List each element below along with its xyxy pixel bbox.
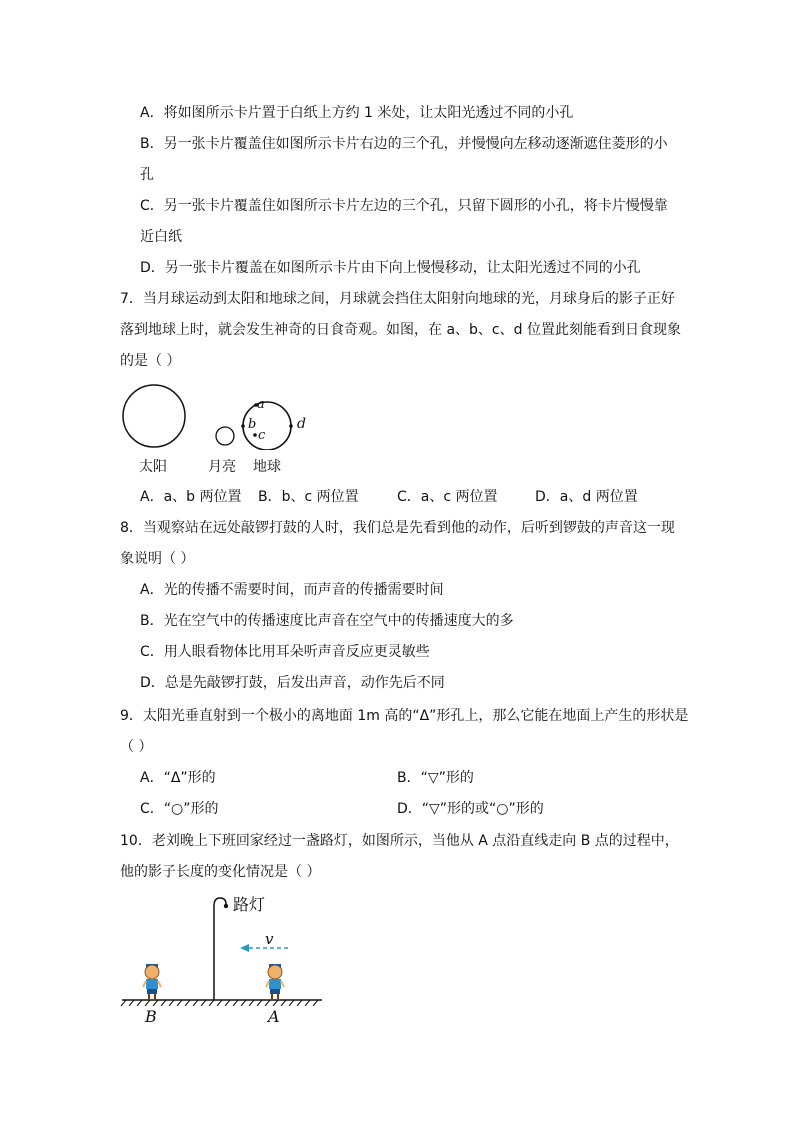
sun-label: 太阳 bbox=[139, 459, 167, 475]
q10-streetlamp-figure bbox=[118, 890, 328, 1030]
q8-stem-line1: 8．当观察站在远处敲锣打鼓的人时，我们总是先看到他的动作，后听到锣鼓的声音这一现 bbox=[120, 520, 675, 536]
q9-option-a: A．“Δ”形的 bbox=[140, 770, 216, 786]
q6-option-c-line2: 近白纸 bbox=[140, 229, 182, 245]
person-at-b bbox=[143, 964, 161, 999]
moon-circle bbox=[216, 427, 234, 445]
velocity-arrow-head bbox=[240, 944, 249, 952]
lamp-bulb bbox=[224, 904, 228, 908]
q9-stem-line2: （ ） bbox=[120, 739, 153, 755]
point-a-label: a bbox=[257, 397, 265, 412]
q8-stem-line2: 象说明（ ） bbox=[120, 551, 195, 567]
sun-circle bbox=[123, 385, 185, 447]
point-b-ground-label: B bbox=[145, 1007, 157, 1026]
q9-option-b: B．“▽”形的 bbox=[397, 770, 474, 786]
q10-stem-line1: 10．老刘晚上下班回家经过一盏路灯，如图所示，当他从 A 点沿直线走向 B 点的过程中， bbox=[120, 833, 679, 849]
q8-option-d: D．总是先敲锣打鼓，后发出声音，动作先后不同 bbox=[140, 675, 445, 691]
q7-option-a: A．a、b 两位置 bbox=[140, 489, 242, 505]
streetlamp-diagram bbox=[118, 890, 328, 1010]
velocity-label: v bbox=[265, 930, 274, 948]
q8-option-c: C．用人眼看物体比用耳朵听声音反应更灵敏些 bbox=[140, 644, 430, 660]
eclipse-diagram bbox=[115, 378, 325, 450]
q9-option-d: D．“▽”形的或“○”形的 bbox=[397, 801, 544, 817]
point-d-label: d bbox=[297, 416, 306, 432]
q6-option-a: A．将如图所示卡片置于白纸上方约 1 米处，让太阳光透过不同的小孔 bbox=[140, 105, 574, 121]
q10-stem-line2: 他的影子长度的变化情况是（ ） bbox=[120, 864, 321, 880]
q7-stem-line1: 7．当月球运动到太阳和地球之间，月球就会挡住太阳射向地球的光，月球身后的影子正好 bbox=[120, 291, 675, 307]
q7-stem-line2: 落到地球上时，就会发生神奇的日食奇观。如图，在 a、b、c、d 位置此刻能看到日食现象 bbox=[120, 322, 681, 338]
q7-eclipse-figure bbox=[115, 378, 325, 478]
q7-option-d: D．a、d 两位置 bbox=[535, 489, 638, 505]
q8-option-b: B．光在空气中的传播速度比声音在空气中的传播速度大的多 bbox=[140, 613, 514, 629]
point-b-label: b bbox=[248, 417, 257, 432]
point-c-dot bbox=[253, 433, 257, 437]
q6-option-d: D．另一张卡片覆盖在如图所示卡片由下向上慢慢移动，让太阳光透过不同的小孔 bbox=[140, 260, 641, 276]
point-c-label: c bbox=[258, 428, 266, 443]
point-b-dot bbox=[241, 424, 245, 428]
point-d-dot bbox=[289, 424, 293, 428]
ground-hatching bbox=[121, 1000, 318, 1006]
q6-option-b-line2: 孔 bbox=[140, 167, 154, 183]
earth-label: 地球 bbox=[253, 459, 281, 475]
lamp-label: 路灯 bbox=[233, 895, 266, 914]
q9-stem-line1: 9．太阳光垂直射到一个极小的离地面 1m 高的“Δ”形孔上，那么它能在地面上产生的形状是 bbox=[120, 708, 689, 724]
q7-stem-line3: 的是（ ） bbox=[120, 353, 181, 369]
q8-option-a: A．光的传播不需要时间，而声音的传播需要时间 bbox=[140, 582, 444, 598]
point-a-ground-label: A bbox=[268, 1007, 280, 1026]
q6-option-b-line1: B．另一张卡片覆盖住如图所示卡片右边的三个孔，并慢慢向左移动逐渐遮住菱形的小 bbox=[140, 136, 668, 152]
q6-option-c-line1: C．另一张卡片覆盖住如图所示卡片左边的三个孔，只留下圆形的小孔，将卡片慢慢靠 bbox=[140, 198, 668, 214]
moon-label: 月亮 bbox=[208, 459, 236, 475]
person-at-a bbox=[266, 964, 284, 999]
q7-option-b: B．b、c 两位置 bbox=[258, 489, 359, 505]
q7-option-c: C．a、c 两位置 bbox=[397, 489, 498, 505]
q9-option-c: C．“○”形的 bbox=[140, 801, 219, 817]
